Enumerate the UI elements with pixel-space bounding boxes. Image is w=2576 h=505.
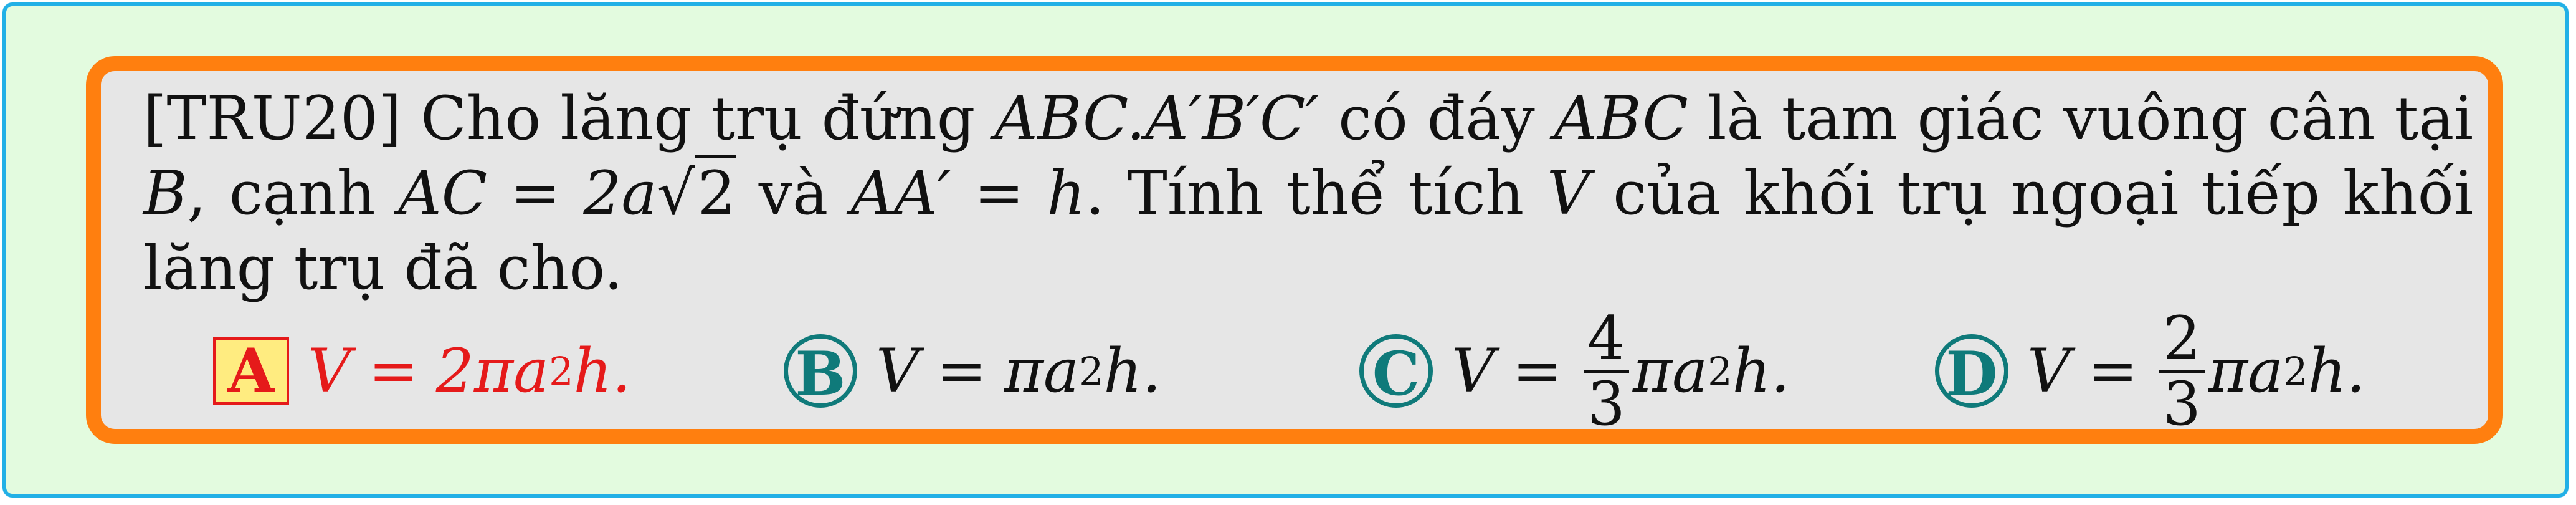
question-card (86, 56, 2503, 444)
answer-formula-d: V = $\frac{2}{3}$ πa 2 h. (2027, 303, 2365, 439)
answer-letter-b: B (784, 334, 857, 408)
answer-option-a[interactable] (213, 305, 631, 436)
prism-name: ABC.A′B′C′ (994, 84, 1319, 153)
answer-option-d[interactable] (1935, 303, 2365, 439)
answer-formula-a: V = 2πa 2 h. (308, 336, 631, 406)
answer-letter-c: C (1359, 334, 1433, 408)
answer-letter-d: D (1935, 334, 2008, 408)
outer-frame (2, 2, 2569, 498)
answer-letter-a: A (213, 337, 289, 405)
answer-option-b[interactable] (784, 305, 1161, 436)
fraction: $\frac{2}{3}$ (2159, 307, 2205, 435)
answer-formula-b: V = πa 2 h. (876, 336, 1161, 406)
sqrt-symbol: √ (657, 158, 695, 228)
question-text: [TRU20] Cho lăng trụ đứng ABC.A′B′C′ có đáy ABC là tam giác vuông cân tại B, cạnh AC = 2a√2 và AA′ = h. Tính thể tích V của khối trụ ngoại tiếp khối lăng trụ đã cho. (143, 84, 2474, 303)
answer-options (101, 305, 2488, 443)
answer-formula-c: V = $\frac{4}{3}$ πa 2 h. (1452, 303, 1790, 439)
answer-option-c[interactable] (1359, 303, 1790, 439)
fraction: $\frac{4}{3}$ (1584, 307, 1629, 435)
question-tag: [TRU20] (143, 84, 402, 153)
